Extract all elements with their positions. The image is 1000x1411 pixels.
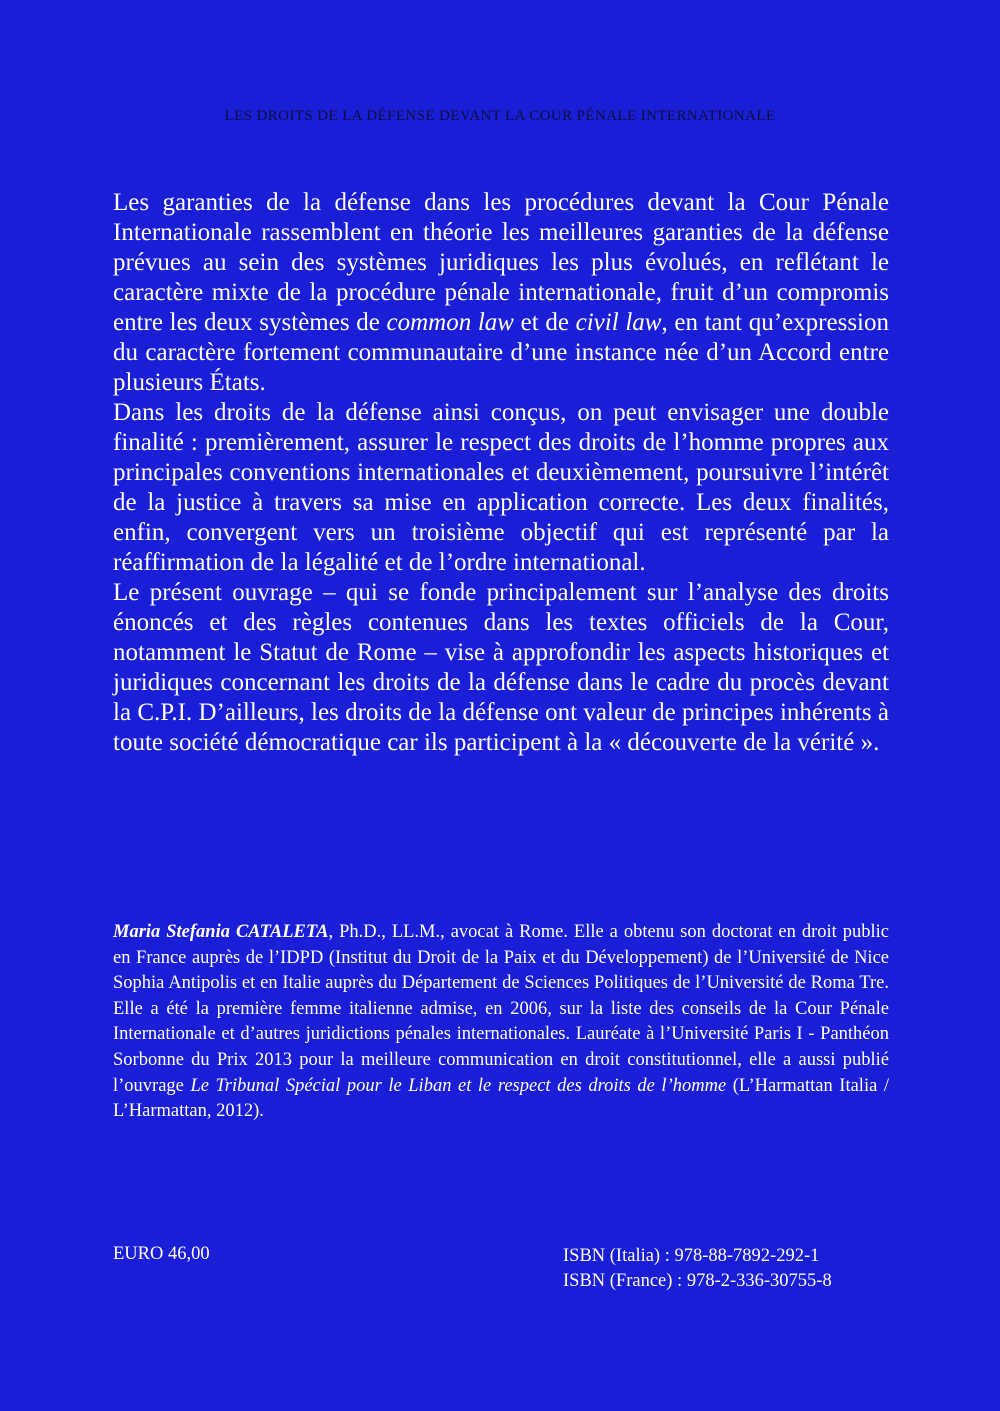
summary-paragraph-3: Le présent ouvrage – qui se fonde principalement sur l’analyse des droits énoncés et des règles contenues dans les textes officiels de la Cour, notamment le Statut de Rome – vise à approfondir les aspects historiques et juridiques concernant les droits de la défense dans le cadre du procès devant la C.P.I. D’ailleurs, les droits de la défense ont valeur de principes inhérents à toute société démocratique car ils participent à la « découverte de la vérité ». [113,579,889,756]
author-name: Maria Stefania CATALETA [113,922,329,942]
isbn-italia: ISBN (Italia) : 978-88-7892-292-1 [563,1246,820,1266]
price: EURO 46,00 [113,1244,210,1264]
common-law-term: common law [386,309,514,336]
summary-paragraph-1: Les garanties de la défense dans les procédures devant la Cour Pénale Internationale rassemblent en théorie les meilleures garanties de la défense prévues au sein des systèmes juridiques les plus évolués, en reflétant le caractère mixte de la procédure pénale internationale, fruit d’un compromis entre les deux systèmes de common law et de civil law, en tant qu’expression du caractère fortement communautaire d’une instance née d’un Accord entre plusieurs États. [113,189,889,396]
author-bio: Maria Stefania CATALETA, Ph.D., LL.M., avocat à Rome. Elle a obtenu son doctorat en droit public en France auprès de l’IDPD (Institut du Droit de la Paix et du Développement) de l’Université de Nice Sophia Antipolis et en Italie auprès du Département de Sciences Politiques de l’Université de Roma Tre. Elle a été la première femme italienne admise, en 2006, sur la liste des conseils de la Cour Pénale Internationale et d’autres juridictions pénales internationales. Lauréate à l’Université Paris I - Panthéon Sorbonne du Prix 2013 pour la meilleure communication en droit constitutionnel, elle a aussi publié l’ouvrage Le Tribunal Spécial pour le Liban et le respect des droits de l’homme (L’Harmattan Italia / L’Harmattan, 2012). [113,922,889,1122]
isbn-france: ISBN (France) : 978-2-336-30755-8 [563,1271,832,1291]
book-summary [113,188,889,758]
summary-paragraph-2: Dans les droits de la défense ainsi conçus, on peut envisager une double finalité : premièrement, assurer le respect des droits de l’homme propres aux principales conventions internationales et deuxièmement, poursuivre l’intérêt de la justice à travers sa mise en application correcte. Les deux finalités, enfin, convergent vers un troisième objectif qui est représenté par la réaffirmation de la légalité et de l’ordre international. [113,399,889,576]
isbn-block [563,1244,832,1294]
civil-law-term: civil law [575,309,662,336]
related-book-title: Le Tribunal Spécial pour le Liban et le respect des droits de l’homme [190,1075,727,1096]
book-title-header: LES DROITS DE LA DÉFENSE DEVANT LA COUR PÉNALE INTERNATIONALE [224,108,776,124]
